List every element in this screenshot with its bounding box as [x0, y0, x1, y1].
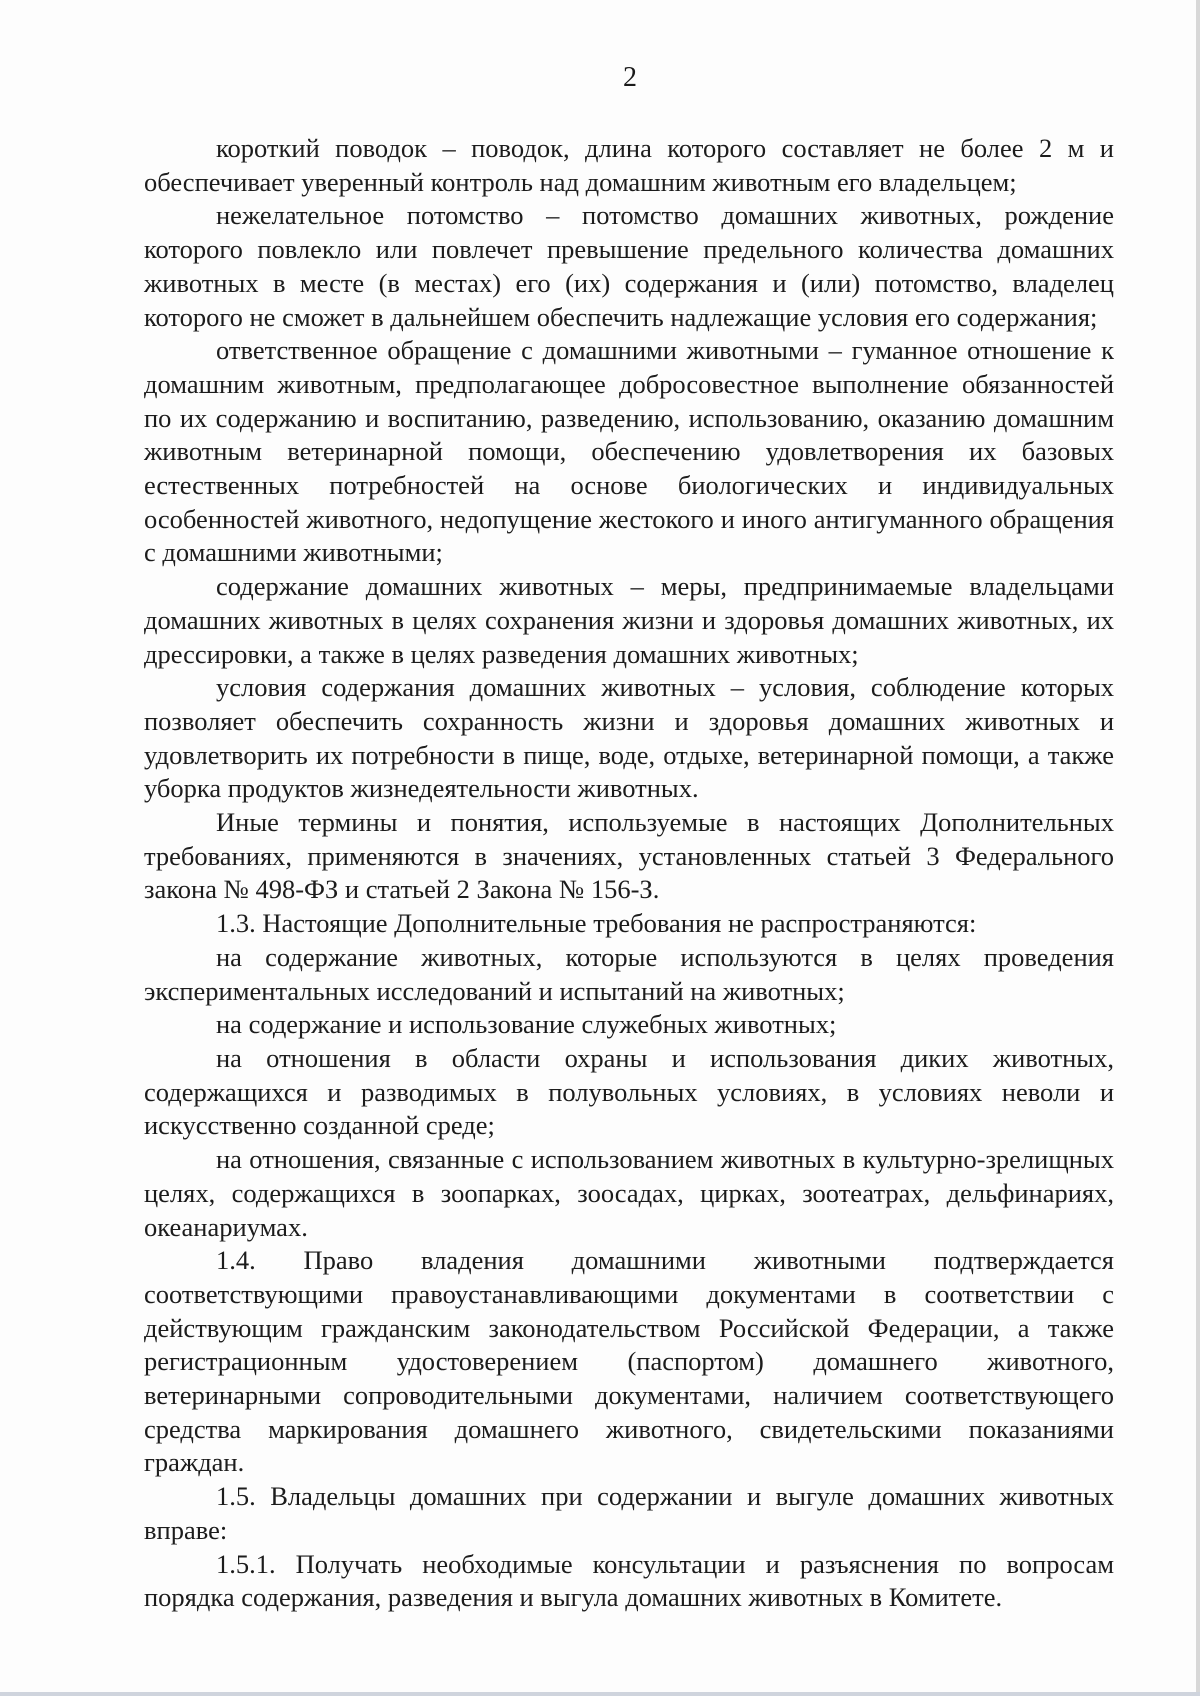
- document-body: [144, 132, 1114, 1615]
- scan-edge-right: [1196, 0, 1200, 1696]
- paragraph-exception-wild-animals: на отношения в области охраны и использования диких животных, содержащихся и разводимых в полувольных условиях, в условиях неволи и искусственно созданной среде;: [144, 1042, 1114, 1141]
- paragraph-unwanted-offspring-definition: нежелательное потомство – потомство домашних животных, рождение которого повлекло или повлечет превышение предельного количества домашних животных в месте (в местах) его (их) содержания и (или) потомство, владелец которого не сможет в дальнейшем обеспечить надлежащие условия его содержания;: [144, 200, 1114, 332]
- paragraph-other-terms: Иные термины и понятия, используемые в настоящих Дополнительных требованиях, применяются в значениях, установленных статьей 3 Федерального закона № 498-ФЗ и статьей 2 Закона № 156-З.: [144, 807, 1114, 905]
- paragraph-short-leash-definition: короткий поводок – поводок, длина которого составляет не более 2 м и обеспечивает уверенный контроль над домашним животным его владельцем;: [144, 133, 1114, 197]
- paragraph-exception-entertainment: на отношения, связанные с использованием животных в культурно-зрелищных целях, содержащихся в зоопарках, зоосадах, цирках, зоотеатрах, дельфинариях, океанариумах.: [144, 1144, 1114, 1242]
- paragraph-section-1-5-1: 1.5.1. Получать необходимые консультации и разъяснения по вопросам порядка содержания, разведения и выгула домашних животных в Комитете.: [144, 1548, 1114, 1613]
- paragraph-exception-service-animals: на содержание и использование служебных животных;: [216, 1009, 837, 1040]
- paragraph-keeping-conditions-definition: условия содержания домашних животных – условия, соблюдение которых позволяет обеспечить сохранность жизни и здоровья домашних животных и удовлетворить их потребности в пище, воде, отдыхе, ветеринарной помощи, а также уборка продуктов жизнедеятельности животных.: [144, 672, 1114, 804]
- scan-edge-bottom: [0, 1692, 1200, 1696]
- paragraph-keeping-definition: содержание домашних животных – меры, предпринимаемые владельцами домашних животных в целях сохранения жизни и здоровья домашних животных, их дрессировки, а также в целях разведения домашних животных;: [144, 571, 1114, 669]
- paragraph-section-1-3: 1.3. Настоящие Дополнительные требования не распространяются:: [216, 908, 977, 939]
- paragraph-section-1-5: 1.5. Владельцы домашних при содержании и выгуле домашних животных вправе:: [144, 1481, 1114, 1545]
- paragraph-exception-experimental: на содержание животных, которые используются в целях проведения экспериментальных исследований и испытаний на животных;: [144, 941, 1114, 1006]
- paragraph-responsible-treatment-definition: ответственное обращение с домашними животными – гуманное отношение к домашним животным, предполагающее добросовестное выполнение обязанностей по их содержанию и воспитанию, разведению, использованию, оказанию домашним животным ветеринарной помощи, обеспечению удовлетворения их базовых естественных потребностей на основе биологических и индивидуальных особенностей животного, недопущение жестокого и иного антигуманного обращения с домашними животными;: [144, 335, 1114, 568]
- page-number: 2: [623, 62, 637, 93]
- paragraph-section-1-4: 1.4. Право владения домашними животными подтверждается соответствующими правоустанавливающими документами в соответствии с действующим гражданским законодательством Российской Федерации, а также регистрационным удостоверением (паспортом) домашнего животного, ветеринарными сопроводительными документами, наличием соответствующего средства маркирования домашнего животного, свидетельскими показаниями граждан.: [144, 1245, 1114, 1478]
